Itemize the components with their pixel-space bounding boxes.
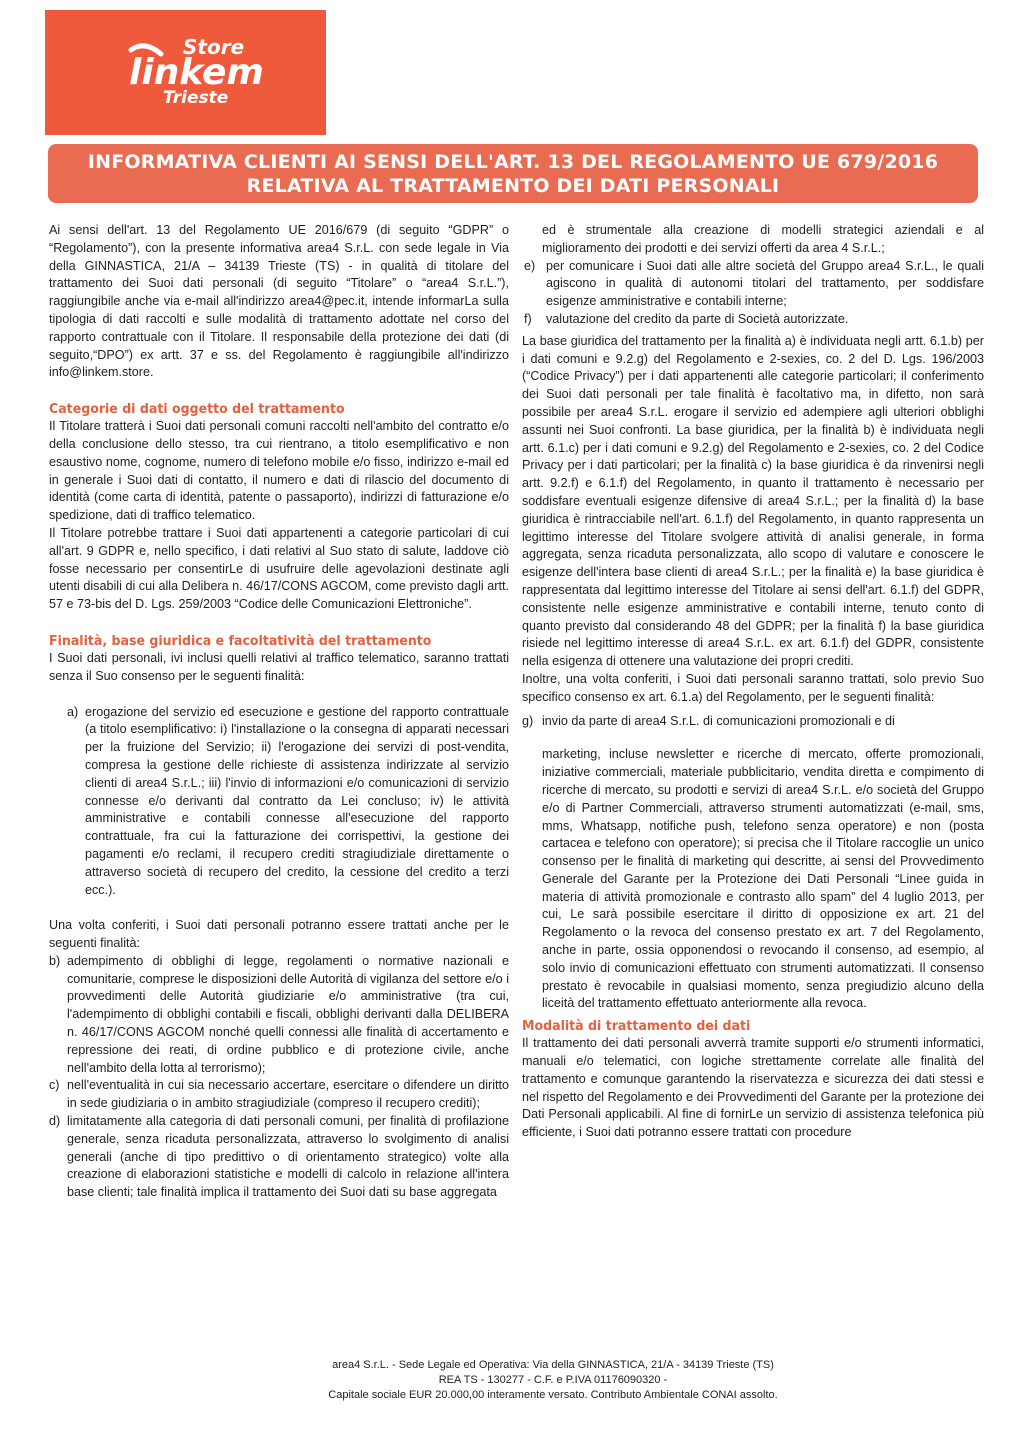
logo-city-text: Trieste xyxy=(163,88,229,108)
finalita-list-bcd xyxy=(49,953,509,1202)
list-item-text: valutazione del credito da parte di Società autorizzate. xyxy=(546,311,849,326)
title-line-2: RELATIVA AL TRATTAMENTO DEI DATI PERSONALI xyxy=(246,174,780,197)
title-line-1: INFORMATIVA CLIENTI AI SENSI DELL'ART. 13 DEL REGOLAMENTO UE 679/2016 xyxy=(87,150,939,173)
section-heading-categorie: Categorie di dati oggetto del trattamento xyxy=(49,401,345,418)
modalita-paragraph: Il trattamento dei dati personali avverrà tramite supporti e/o strumenti informatici, manuali e/o telematici, con logiche strettamente correlate alle finalità del trattamento e comunque garantendo la riservatezza e sicurezza dei dati stessi e nel rispetto del Regolamento e dei Provvedimenti del Garante per la protezione dei Dati Personali applicabili. Al fine di fornirLe un servizio di assistenza telefonica più efficiente, i Suoi dati potranno essere trattati con procedure xyxy=(522,1036,984,1140)
list-marker: e) xyxy=(524,258,536,273)
categorie-paragraph-2: Il Titolare potrebbe trattare i Suoi dati appartenenti a categorie particolari di cui all'art. 9 GDPR e, nello specifico, i dati relativi al Suo stato di salute, laddove ciò fosse necessario per consentirLe di usufruire delle agevolazioni destinate agli utenti disabili di cui alla Delibera n. 46/17/CONS AGCOM, come previsto dagli artt. 57 e 73-bis del D. Lgs. 259/2003 “Codice delle Comunicazioni Elettroniche”. xyxy=(49,525,509,612)
finalita-list-ef xyxy=(524,258,984,329)
page-footer xyxy=(0,1358,1026,1403)
list-item-text: per comunicare i Suoi dati alle altre società del Gruppo area4 S.r.L., le quali agiscono in qualità di autonomi titolari del trattamento, per soddisfare esigenze amministrative e contabili interne; xyxy=(546,258,984,309)
list-item xyxy=(67,704,509,900)
consenso-paragraph: Inoltre, una volta conferiti, i Suoi dati personali saranno trattati, solo previo Suo specifico consenso ex art. 6.1.a) del Regolamento, per le seguenti finalità: xyxy=(522,671,984,704)
finalita-paragraph-2: Una volta conferiti, i Suoi dati personali potranno essere trattati anche per le seguenti finalità: xyxy=(49,918,509,951)
list-item-text: adempimento di obblighi di legge, regolamenti o normative nazionali e comunitarie, comprese le disposizioni delle Autorità di vigilanza del settore e/o i provvedimenti delle Autorità giudiziarie e/o amministrative (tra cui, l'adempimento di obblighi contabili e fiscali, obblighi derivanti dalla DELIBERA n. 46/17/CONS AGCOM nonché quelli connessi alle finalità di accertamento e repressione dei reati, di ordine pubblico e di protezione civile, anche nell'ambito della lotta al terrorismo); xyxy=(67,953,509,1075)
left-column xyxy=(49,222,509,1202)
list-item xyxy=(524,311,984,329)
finalita-list-a xyxy=(49,704,509,900)
list-marker: a) xyxy=(67,704,79,719)
item-d-continuation: ed è strumentale alla creazione di modelli strategici aziendali e al miglioramento dei prodotti e dei servizi offerti da area 4 S.r.L.; xyxy=(542,223,984,255)
list-item-text: limitatamente alla categoria di dati personali comuni, per finalità di profilazione generale, senza ricaduta personalizzata, attraverso lo svolgimento di analisi generali (anche di tipo predittivo o di orientamento strategico) volte alla creazione di elaborazioni statistiche e modelli di calcolo in relazione all'intera base clienti; tale finalità implica il trattamento dei Suoi dati su base aggregata xyxy=(67,1114,509,1200)
right-column xyxy=(522,222,984,1142)
list-item-text: invio da parte di area4 S.r.L. di comunicazioni promozionali e di xyxy=(542,713,895,728)
footer-line-2: REA TS - 130277 - C.F. e P.IVA 01176090320 - xyxy=(438,1374,668,1386)
list-item xyxy=(49,1077,509,1113)
list-item xyxy=(522,713,984,731)
base-giuridica-paragraph: La base giuridica del trattamento per la finalità a) è individuata negli artt. 6.1.b) per i dati comuni e 9.2.g) del Regolamento e 2-sexies, co. 2 del D. Lgs. 196/2003 (“Codice Privacy”) per i dati appartenenti alle categorie particolari; il conferimento dei Suoi dati personali per tale finalità è facoltativo ma, in difetto, non sarà possibile per area4 S.r.L. erogare il servizio ed adempiere agli ulteriori obblighi assunti nei Suoi confronti. La base giuridica, per la finalità b) è individuata negli artt. 6.1.c) per i dati comuni e 9.2.g) del Regolamento e 2-sexies, co. 2 del Codice Privacy per i dati particolari; per la finalità c) la base giuridica è da rinvenirsi negli artt. 9.2.f) e 6.1.f) del Regolamento, in quanto il trattamento è necessario per soddisfare eventuali esigenze difensive di area4 S.r.L.; per la finalità d) la base giuridica è rintracciabile nell'art. 6.1.f) del Regolamento, in quanto rappresenta un legittimo interesse del Titolare svolgere attività di analisi generale, in forma aggregata, senza ricaduta personalizzata, allo scopo di valutare e conoscere le esigenze dell'intera base clienti di area4 S.r.L.; per la finalità e) la base giuridica è rappresentata dal legittimo interesse del Titolare ai sensi dell'art. 6.1.f) del GDPR, consistente nelle esigenze amministrative e contabili interne, tenuto conto di quanto previsto dal considerando 48 del GDPR; per la finalità f) la base giuridica risiede nel legittimo interesse di area4 S.r.L. ex art. 6.1.f) del GDPR, consistente nella esigenza di ottenere una valutazione dei propri crediti. xyxy=(522,333,984,669)
logo-store-text: Store xyxy=(183,35,245,59)
document-title xyxy=(48,144,978,203)
categorie-paragraph-1: Il Titolare tratterà i Suoi dati personali comuni raccolti nell'ambito del contratto e/o della conclusione dello stesso, tra cui rientrano, a titolo esemplificativo e non esaustivo nome, cognome, numero di telefono mobile e/o fisso, indirizzo e-mail ed in generale i Suoi dati di contatto, il numero e dati di rilascio del documento di identità (come carta di identità, patente o passaporto), indirizzi di fatturazione e/o spedizione, dati di traffico telematico. xyxy=(49,419,509,523)
list-marker: f) xyxy=(524,311,532,326)
footer-line-1: area4 S.r.L. - Sede Legale ed Operativa: Via della GINNASTICA, 21/A - 34139 Trieste (TS) xyxy=(332,1359,774,1371)
footer-line-3: Capitale sociale EUR 20.000,00 interamente versato. Contributo Ambientale CONAI assolto. xyxy=(328,1389,778,1401)
finalita-paragraph-1: I Suoi dati personali, ivi inclusi quelli relativi al traffico telematico, saranno trattati senza il Suo consenso per le seguenti finalità: xyxy=(49,650,509,683)
list-item-text: nell'eventualità in cui sia necessario accertare, esercitare o difendere un diritto in sede giudiziaria o in ambito stragiudiziale (compreso il recupero crediti); xyxy=(67,1078,509,1111)
intro-paragraph: Ai sensi dell'art. 13 del Regolamento UE 2016/679 (di seguito “GDPR” o “Regolamento”), con la presente informativa area4 S.r.L. con sede legale in Via della GINNASTICA, 21/A – 34139 Trieste (TS) - in qualità di titolare del trattamento dei Suoi dati personali (di seguito “Titolare” o “area4 S.r.L.”), raggiungibile anche via e-mail all'indirizzo area4@pec.it, intende informarLa sulla tipologia di dati raccolti e sulle modalità di trattamento adottate nel corso del rapporto contrattuale con il Titolare. Il responsabile della protezione dei dati (di seguito,“DPO”) ex artt. 37 e ss. del Regolamento è raggiungibile all'indirizzo info@linkem.store. xyxy=(49,223,509,380)
company-logo xyxy=(45,10,326,135)
list-item xyxy=(49,953,509,1078)
list-item xyxy=(524,258,984,311)
list-item-text: erogazione del servizio ed esecuzione e gestione del rapporto contrattuale (a titolo esemplificativo: i) l'installazione o la consegna di apparati necessari per la fruizione del Servizio; ii) l'erogazione dei servizi di post-vendita, compresa la gestione delle richieste di assistenza indirizzate al servizio clienti di area4 S.r.L.; iii) l'invio di informazioni e/o comunicazioni di servizio connesse e/o derivanti dal contratto da Lei concluso; iv) le attività amministrative e contabili connesse all'esecuzione del rapporto contrattuale, fra cui la fatturazione dei corrispettivi, la gestione dei pagamenti e/o reclami, il recupero crediti stragiudiziale direttamente o attraverso società di recupero del credito, la cessione del credito a terzi ecc.). xyxy=(85,704,509,897)
logo-brand-text: linkem xyxy=(129,52,264,93)
list-item xyxy=(49,1113,509,1202)
list-marker: c) xyxy=(49,1078,60,1093)
item-g-continuation: marketing, incluse newsletter e ricerche di mercato, offerte promozionali, iniziative commerciali, materiale pubblicitario, vendita diretta e compimento di ricerche di mercato, su prodotti e servizi di area4 S.r.L. e/o società del Gruppo e/o di Partner Commerciali, attraverso strumenti automatizzati (e-mail, sms, mms, Whatsapp, notifiche push, telefono senza operatore) e non (posta cartacea e telefono con operatore); si precisa che il Titolare raccoglie un unico consenso per le finalità di marketing qui descritte, ai sensi del Provvedimento Generale del Garante per la Protezione dei Dati Personali “Linee guida in materia di attività promozionale e contrasto allo spam” del 4 luglio 2013, per cui, Le sarà possibile esercitare il diritto di opposizione ex art. 21 del Regolamento o la revoca del consenso prestato ex art. 7 del Regolamento, anche in parte, ossia opponendosi o revocando il consenso, ad esempio, al solo invio di comunicazioni effettuato con strumenti automatizzati. Il consenso prestato è revocabile in qualsiasi momento, senza pregiudizio alcuno della liceità del trattamento effettuato anteriormente alla revoca. xyxy=(542,747,984,1011)
list-marker: b) xyxy=(49,953,61,968)
section-heading-finalita: Finalità, base giuridica e facoltatività del trattamento xyxy=(49,632,432,649)
list-marker: d) xyxy=(49,1114,61,1129)
finalita-list-g xyxy=(522,713,984,731)
list-marker: g) xyxy=(522,713,534,728)
linkem-logo-mark xyxy=(45,10,326,135)
section-heading-modalita: Modalità di trattamento dei dati xyxy=(522,1018,751,1035)
